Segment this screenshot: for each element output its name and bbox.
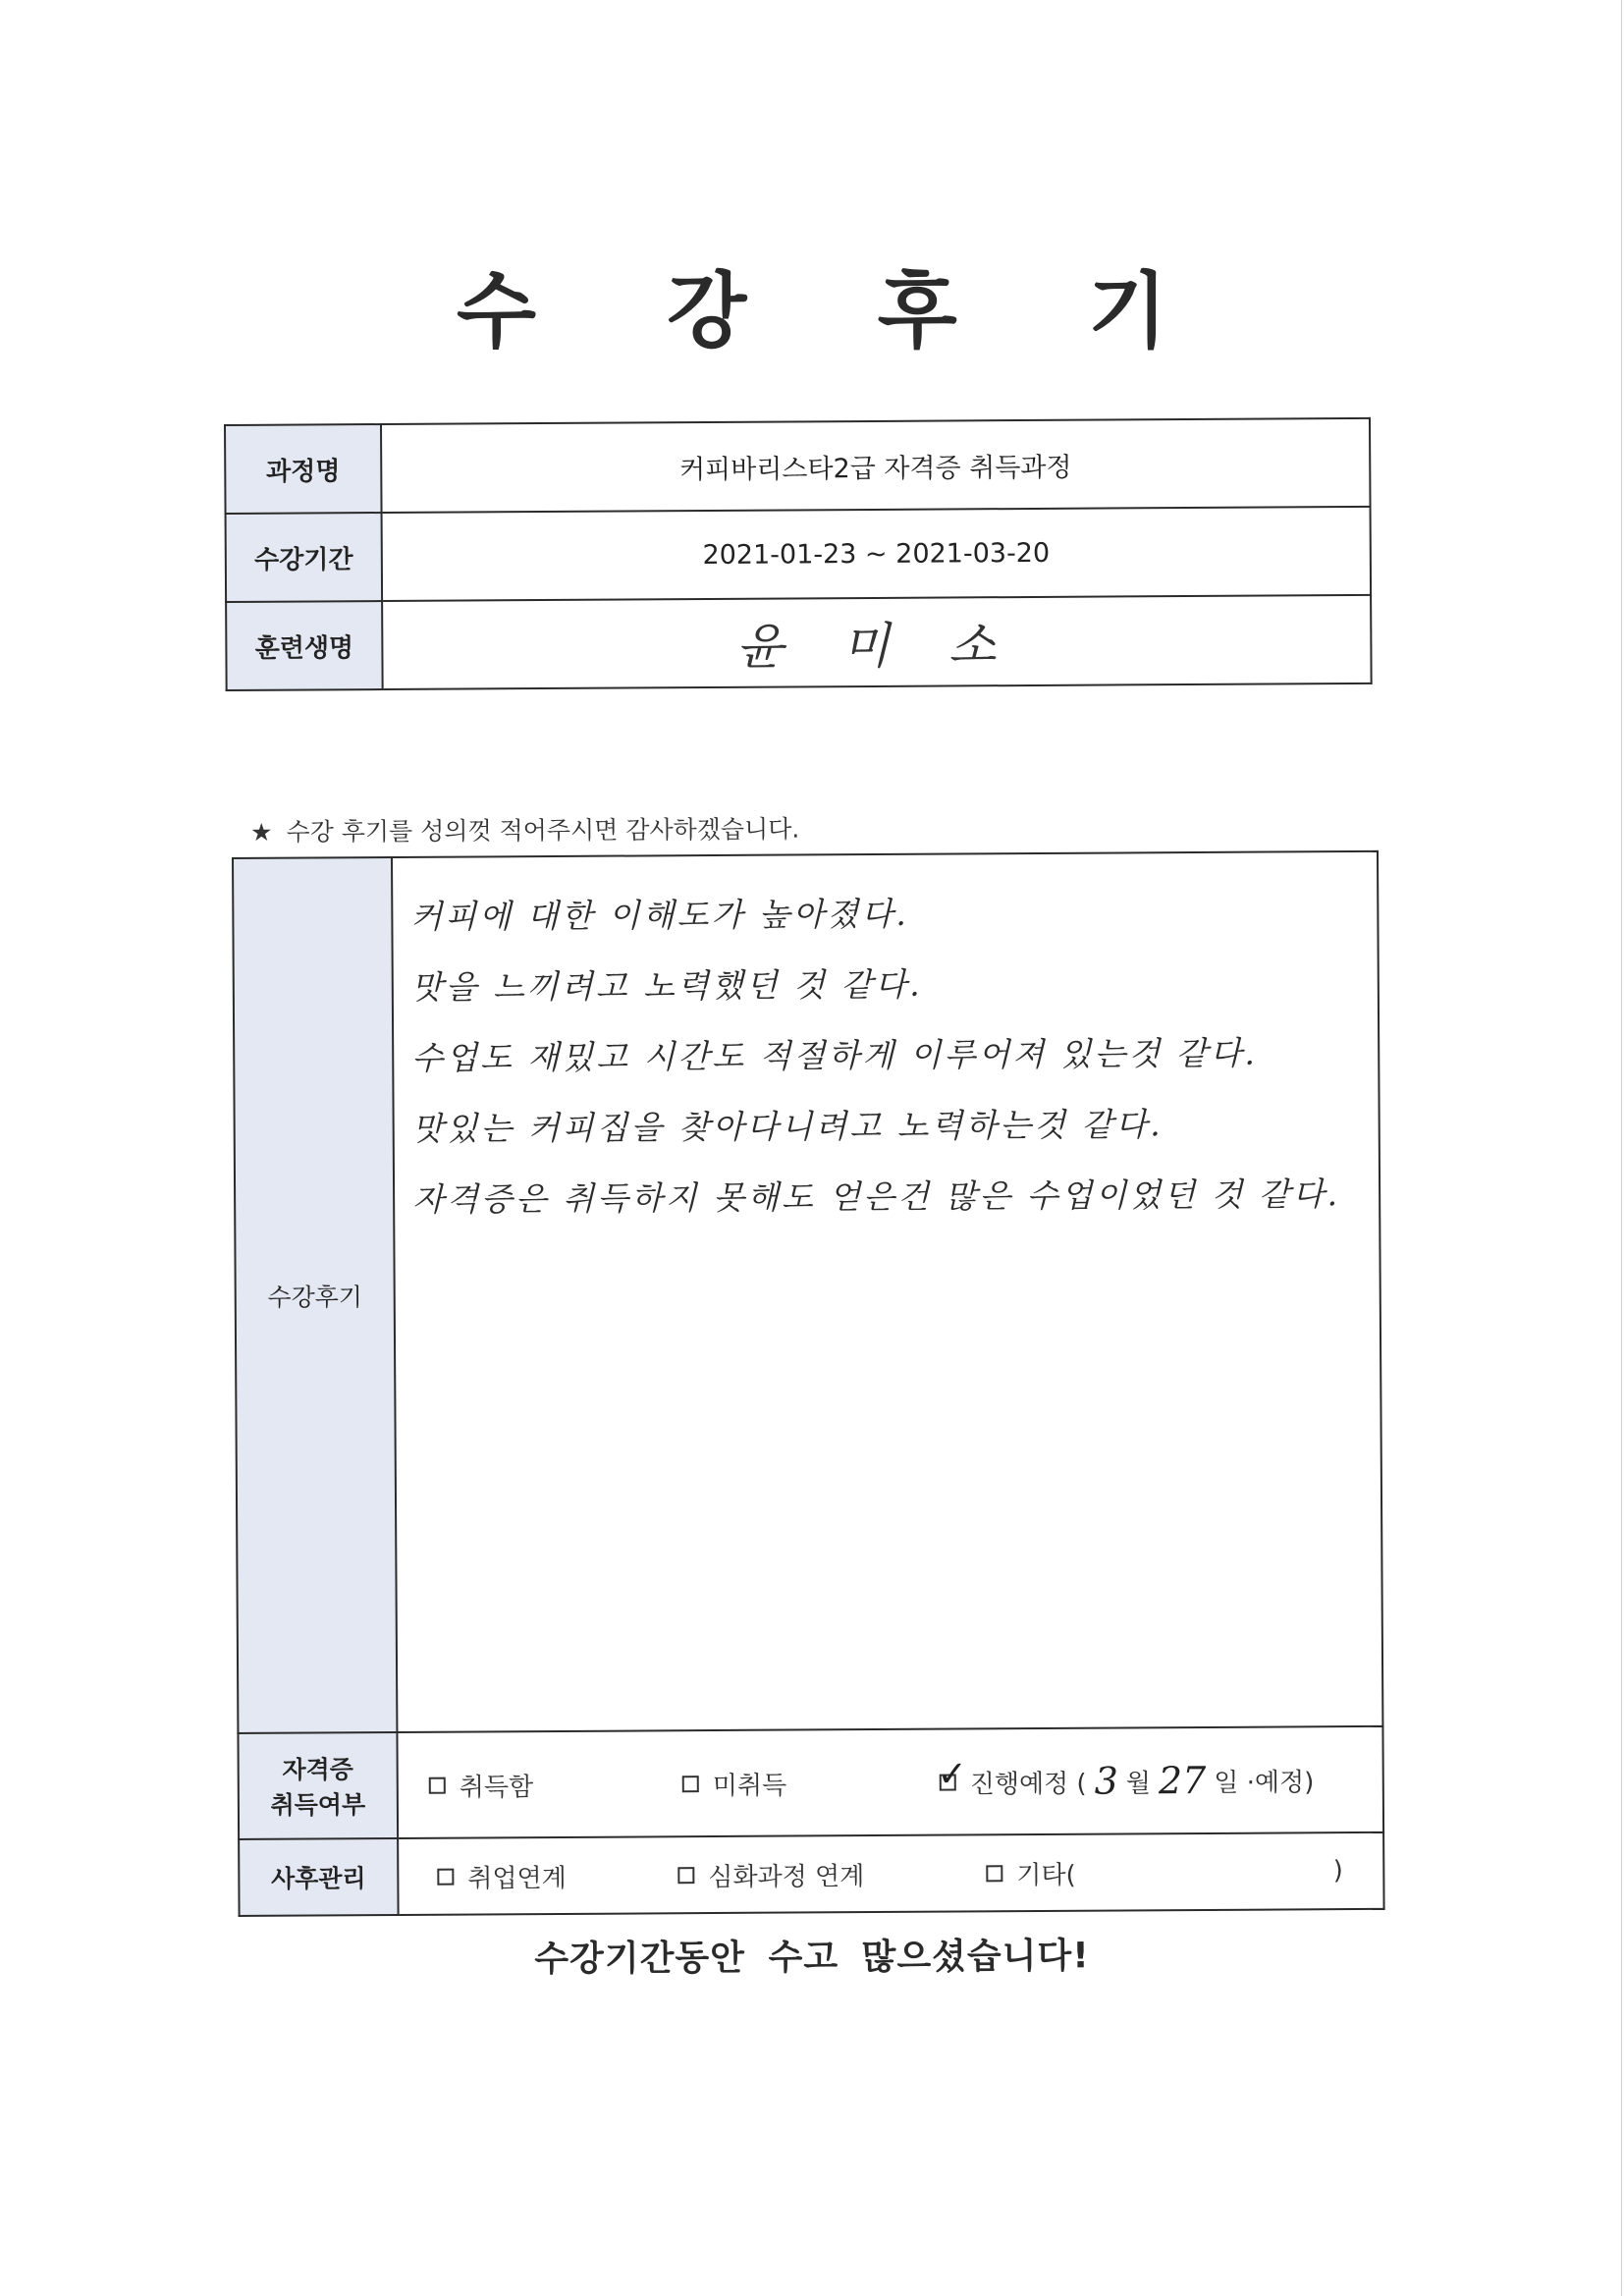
check-mark-icon: ✓ xyxy=(937,1753,968,1795)
page-title: 수 강 후 기 xyxy=(456,263,1219,359)
review-line-4: 맛있는 커피집을 찾아다니려고 노력하는것 같다. xyxy=(411,1105,1164,1148)
course-period-label: 수강기간 xyxy=(226,513,383,602)
exam-day-unit: 일 ·예정) xyxy=(1214,1767,1315,1798)
course-name-label: 과정명 xyxy=(225,424,382,514)
trainee-name-label: 훈련생명 xyxy=(226,601,383,690)
checkbox-employment[interactable] xyxy=(437,1868,454,1885)
notice xyxy=(250,810,799,848)
review-body xyxy=(392,851,1382,1732)
exam-day-handwriting: 27 xyxy=(1158,1758,1207,1803)
option-not-acquired[interactable] xyxy=(682,1764,940,1802)
certificate-label-line1: 자격증 xyxy=(282,1755,353,1784)
option-acquired-label: 취득함 xyxy=(459,1772,534,1803)
trainee-name-handwriting: 윤 미 소 xyxy=(735,617,1018,676)
review-label: 수강후기 xyxy=(233,857,397,1733)
course-period-row xyxy=(226,507,1372,602)
option-in-progress-label: 진행예정 ( xyxy=(969,1769,1087,1799)
aftercare-label: 사후관리 xyxy=(239,1838,398,1916)
course-name-value: 커피바리스타2급 자격증 취득과정 xyxy=(381,418,1371,513)
review-line-2: 맛을 느끼려고 노력했던 것 같다. xyxy=(410,964,923,1007)
aftercare-options xyxy=(398,1832,1383,1915)
certificate-row xyxy=(238,1726,1383,1839)
trainee-name-value xyxy=(382,595,1372,689)
certificate-label-line2: 취득여부 xyxy=(270,1790,366,1820)
review-row xyxy=(233,851,1382,1733)
option-other-close: ) xyxy=(1332,1856,1343,1886)
review-line-5: 자격증은 취득하지 못해도 얻은건 많은 수업이었던 것 같다. xyxy=(412,1175,1341,1219)
option-employment-label: 취업연계 xyxy=(467,1863,567,1894)
option-other-label: 기타( xyxy=(1016,1860,1076,1890)
course-name-row xyxy=(225,418,1371,514)
option-in-progress[interactable] xyxy=(937,1753,1315,1803)
certificate-label xyxy=(238,1732,398,1839)
closing-message: 수강기간동안 수고 많으셨습니다! xyxy=(534,1936,1090,1980)
star-icon: ★ xyxy=(250,817,273,847)
aftercare-row xyxy=(239,1832,1383,1916)
review-line-3: 수업도 재밌고 시간도 적절하게 이루어져 있는것 같다. xyxy=(411,1033,1259,1077)
other-blank[interactable] xyxy=(1076,1871,1333,1873)
option-acquired[interactable] xyxy=(429,1766,682,1804)
checkbox-other[interactable] xyxy=(986,1865,1002,1882)
option-advanced[interactable] xyxy=(677,1855,986,1893)
exam-month-unit: 월 xyxy=(1125,1768,1152,1798)
checkbox-advanced[interactable] xyxy=(677,1867,694,1884)
option-advanced-label: 심화과정 연계 xyxy=(708,1861,865,1892)
checkbox-not-acquired[interactable] xyxy=(682,1776,699,1792)
option-employment[interactable] xyxy=(437,1857,677,1894)
certificate-options xyxy=(397,1726,1383,1838)
course-period-value: 2021-01-23 ~ 2021-03-20 xyxy=(382,507,1372,601)
option-not-acquired-label: 미취득 xyxy=(712,1771,787,1801)
checkbox-in-progress[interactable] xyxy=(937,1753,968,1795)
checkbox-acquired[interactable] xyxy=(429,1777,446,1793)
review-table xyxy=(232,850,1385,1917)
option-other[interactable] xyxy=(986,1853,1343,1891)
course-info-table xyxy=(224,417,1373,691)
review-line-1: 커피에 대한 이해도가 높아졌다. xyxy=(410,894,909,936)
trainee-row xyxy=(226,595,1372,690)
notice-text: 수강 후기를 성의껏 적어주시면 감사하겠습니다. xyxy=(286,814,800,847)
exam-month-handwriting: 3 xyxy=(1094,1759,1118,1803)
